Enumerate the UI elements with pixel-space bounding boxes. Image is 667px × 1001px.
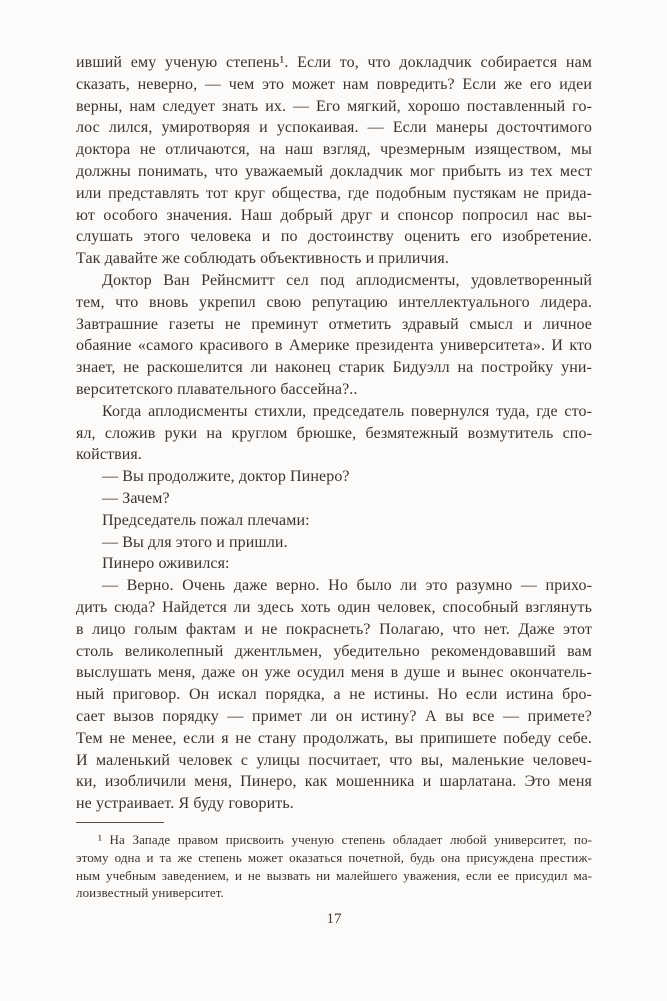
text-line: — Верно. Очень даже верно. Но было ли это разумно — прихо-: [102, 577, 592, 595]
text-line: обаяние «самого красивого в Америке президента университета». И кто: [76, 337, 592, 355]
text-line: столь великолепный джентльмен, убедительно рекомендовавший вам: [76, 642, 592, 660]
text-line: ¹ На Западе правом присвоить ученую степень обладает любой университет, по-: [98, 832, 592, 847]
text-line: — Зачем?: [102, 489, 170, 507]
text-line: сает вызов порядку — примет ли он истину? А вы все — примете?: [76, 707, 592, 725]
page-number: 17: [326, 911, 342, 927]
text-line: сказать, неверно, — чем это может нам повредить? Если же его идеи: [76, 75, 592, 93]
text-line: ют особого значения. Наш добрый друг и спонсор попросил нас вы-: [76, 206, 592, 224]
text-line: знает, не раскошелится ли наконец старик Бидуэлл на постройку уни-: [76, 359, 592, 377]
text-line: тем, что вновь укрепил свою репутацию интеллектуального лидера.: [76, 293, 592, 311]
text-line: должны понимать, что уважаемый докладчик мог прибыть из тех мест: [76, 162, 592, 180]
text-line: ный приговор. Он искал порядка, а не истины. Но если истина бро-: [76, 686, 592, 704]
text-line: слушать этого человека и по достоинству оценить его изобретение.: [76, 228, 592, 246]
text-line: койствия.: [76, 446, 142, 464]
main-text: [76, 52, 592, 815]
text-line: лос лился, умиротворяя и успокаивая. — Если манеры досточтимого: [76, 119, 592, 137]
text-line: лоизвестный университет.: [76, 885, 224, 901]
text-line: выслушать меня, даже он уже осудил меня в душе и вынес окончатель-: [76, 664, 592, 682]
text-line: И маленький человек с улицы посчитает, что вы, маленькие человеч-: [76, 751, 592, 769]
text-line: в лицо голым фактам и не покраснеть? Полагаю, что нет. Даже этот: [76, 620, 592, 638]
text-line: ки, изобличили меня, Пинеро, как мошенника и шарлатана. Это меня: [76, 773, 592, 791]
text-line: этому одна и та же степень может оказаться почетной, будь она присуждена престиж-: [76, 849, 592, 865]
text-line: не устраивает. Я буду говорить.: [76, 795, 294, 813]
text-line: Тем не менее, если я не стану продолжать, вы припишете победу себе.: [76, 729, 592, 747]
text-line: Доктор Ван Рейнсмитт сел под аплодисменты, удовлетворенный: [102, 271, 592, 289]
text-line: — Вы для этого и пришли.: [102, 533, 288, 551]
text-line: дить сюда? Найдется ли здесь хоть один человек, способный взглянуть: [76, 598, 592, 616]
text-line: ивший ему ученую степень¹. Если то, что докладчик собирается нам: [76, 54, 592, 71]
text-line: Пинеро оживился:: [102, 555, 230, 573]
text-line: — Вы продолжите, доктор Пинеро?: [102, 468, 350, 486]
text-line: Когда аплодисменты стихли, председатель повернулся туда, где сто-: [102, 402, 592, 420]
text-line: ным учебным заведением, и не вызвать ни малейшего уважения, если ее присудил ма-: [76, 867, 592, 883]
text-line: верны, нам следует знать их. — Его мягкий, хорошо поставленный го-: [76, 97, 592, 115]
text-line: верситетского плавательного бассейна?..: [76, 380, 358, 398]
text-line: Завтрашние газеты не преминут отметить здравый смысл и личное: [76, 315, 592, 333]
text-line: доктора не отличаются, на наш взгляд, чрезмерным изяществом, мы: [76, 141, 592, 159]
text-line: или представлять тот круг общества, где подобным пустякам не прида-: [76, 184, 592, 202]
text-line: Так давайте же соблюдать объективность и приличия.: [76, 250, 449, 268]
footnote-separator: [76, 822, 164, 823]
text-line: Председатель пожал плечами:: [102, 511, 310, 529]
text-line: ял, сложив руки на круглом брюшке, безмятежный возмутитель спо-: [76, 424, 592, 442]
footnote: [76, 831, 592, 902]
